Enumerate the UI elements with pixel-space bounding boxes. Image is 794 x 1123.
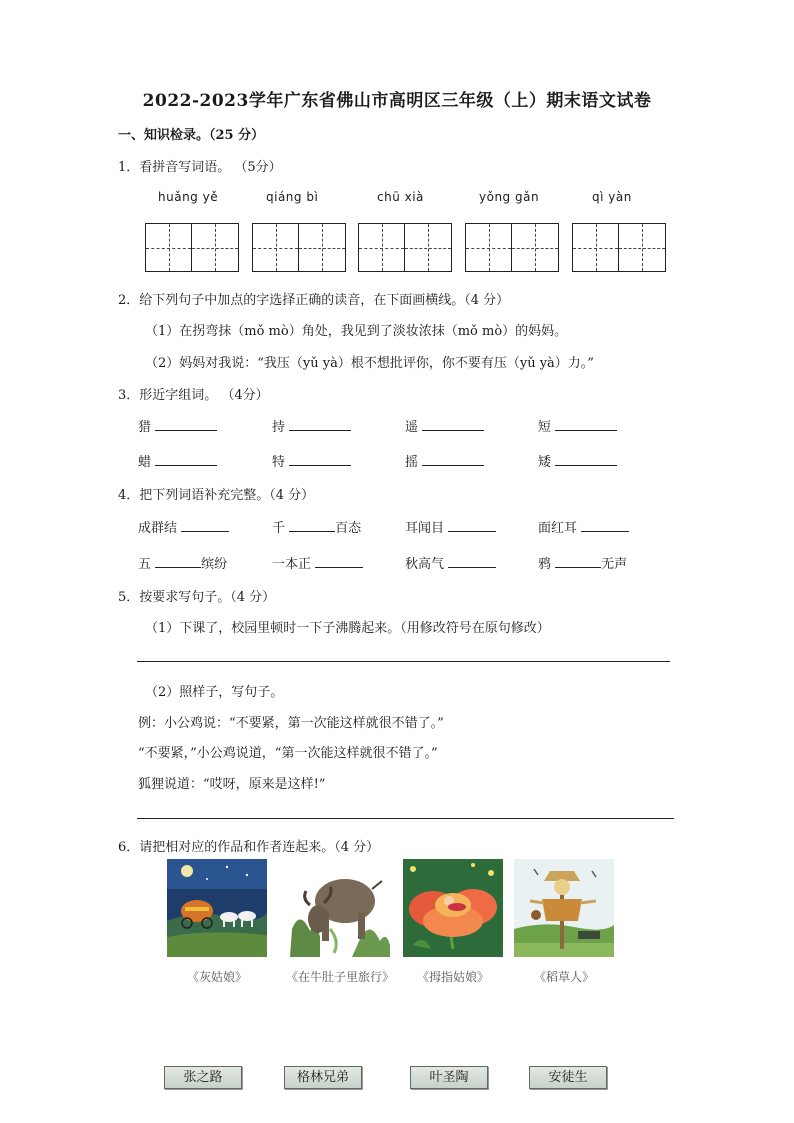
similar-char: 矮 <box>538 455 552 470</box>
similar-char: 蜡 <box>138 455 152 470</box>
scarecrow-illustration <box>514 859 614 957</box>
example-sentence-1: 例：小公鸡说：“不要紧，第一次能这样就很不错了。” <box>138 716 444 731</box>
similar-char: 遥 <box>405 420 419 435</box>
author-box-4[interactable]: 安徒生 <box>529 1066 607 1089</box>
idiom-text: 无声 <box>601 557 628 572</box>
idiom-text: 秋高气 <box>405 557 445 572</box>
idiom-text: 鸦 <box>538 557 552 572</box>
answer-blank[interactable] <box>289 518 335 532</box>
question-2-sentence-2: （2）妈妈对我说：“我压（yǔ yà）根不想批评你，你不要有压（yǔ yà）力。” <box>145 356 594 371</box>
idiom-1 <box>138 517 229 536</box>
idiom-text: 缤纷 <box>201 557 228 572</box>
question-3-label: 3．形近字组词。 （4分） <box>118 388 269 403</box>
similar-char-row-2-a <box>138 451 217 470</box>
answer-blank[interactable] <box>581 518 629 532</box>
writing-grid-4[interactable] <box>465 223 559 272</box>
similar-char-row-1-a <box>138 416 217 435</box>
thumbelina-illustration <box>403 859 503 957</box>
idiom-text: 百态 <box>335 521 362 536</box>
similar-char-row-2-d <box>538 451 617 470</box>
pinyin-5: qì yàn <box>592 190 632 204</box>
work-title-4: 《稻草人》 <box>533 970 594 984</box>
answer-blank[interactable] <box>555 554 601 568</box>
question-1-label: 1．看拼音写词语。 （5分） <box>118 160 282 175</box>
similar-char: 持 <box>272 420 286 435</box>
idiom-2 <box>272 517 361 536</box>
idiom-text: 面红耳 <box>538 521 578 536</box>
answer-blank[interactable] <box>315 554 363 568</box>
idiom-3 <box>405 517 496 536</box>
similar-char: 特 <box>272 455 286 470</box>
similar-char-row-1-c <box>405 416 484 435</box>
writing-grid-1[interactable] <box>145 223 239 272</box>
question-5-part-1: （1）下课了，校园里顿时一下子沸腾起来。（用修改符号在原句修改） <box>145 621 550 636</box>
idiom-7 <box>405 553 496 572</box>
buffalo-illustration <box>290 859 390 957</box>
section-heading: 一、知识检录。（25 分） <box>118 128 265 143</box>
task-sentence: 狐狸说道：“哎呀，原来是这样!” <box>138 777 326 792</box>
question-2-sentence-1: （1）在拐弯抹（mǒ mò）角处，我见到了淡妆浓抹（mǒ mò）的妈妈。 <box>145 324 568 339</box>
similar-char: 摇 <box>405 455 419 470</box>
pinyin-1: huǎng yě <box>158 190 219 204</box>
author-box-2[interactable]: 格林兄弟 <box>284 1066 362 1089</box>
author-box-1[interactable]: 张之路 <box>164 1066 242 1089</box>
work-title-3: 《拇指姑娘》 <box>416 970 489 984</box>
idiom-text: 千 <box>272 521 286 536</box>
example-sentence-2: “不要紧，”小公鸡说道，“第一次能这样就很不错了。” <box>138 746 438 761</box>
answer-blank[interactable] <box>155 554 201 568</box>
answer-blank[interactable] <box>422 417 484 431</box>
page-title: 2022-2023学年广东省佛山市高明区三年级（上）期末语文试卷 <box>142 91 652 111</box>
answer-blank[interactable] <box>181 518 229 532</box>
question-5-label: 5．按要求写句子。（4 分） <box>118 590 276 605</box>
author-box-3[interactable]: 叶圣陶 <box>410 1066 488 1089</box>
pinyin-3: chū xià <box>377 190 424 204</box>
similar-char: 短 <box>538 420 552 435</box>
idiom-text: 成群结 <box>138 521 178 536</box>
cinderella-illustration <box>167 859 267 957</box>
similar-char-row-2-b <box>272 451 351 470</box>
similar-char-row-1-d <box>538 416 617 435</box>
writing-grid-3[interactable] <box>358 223 452 272</box>
similar-char-row-2-c <box>405 451 484 470</box>
answer-blank[interactable] <box>448 518 496 532</box>
pinyin-2: qiáng bì <box>266 190 319 204</box>
similar-char: 猎 <box>138 420 152 435</box>
idiom-4 <box>538 517 629 536</box>
question-6-label: 6．请把相对应的作品和作者连起来。（4 分） <box>118 840 380 855</box>
answer-blank[interactable] <box>555 452 617 466</box>
question-2-label: 2．给下列句子中加点的字选择正确的读音，在下面画横线。（4 分） <box>118 293 510 308</box>
writing-grid-5[interactable] <box>572 223 666 272</box>
answer-blank[interactable] <box>289 452 351 466</box>
idiom-text: 一本正 <box>272 557 312 572</box>
answer-line-1[interactable] <box>137 661 670 662</box>
question-4-label: 4．把下列词语补充完整。（4 分） <box>118 488 315 503</box>
work-title-1: 《灰姑娘》 <box>186 970 247 984</box>
writing-grid-2[interactable] <box>252 223 346 272</box>
similar-char-row-1-b <box>272 416 351 435</box>
idiom-text: 五 <box>138 557 152 572</box>
answer-blank[interactable] <box>555 417 617 431</box>
idiom-8 <box>538 553 627 572</box>
idiom-5 <box>138 553 227 572</box>
question-5-part-2: （2）照样子，写句子。 <box>145 685 284 700</box>
answer-blank[interactable] <box>422 452 484 466</box>
answer-blank[interactable] <box>289 417 351 431</box>
work-title-2: 《在牛肚子里旅行》 <box>285 970 394 984</box>
idiom-6 <box>272 553 363 572</box>
answer-blank[interactable] <box>155 417 217 431</box>
answer-blank[interactable] <box>155 452 217 466</box>
answer-line-2[interactable] <box>137 818 674 819</box>
pinyin-4: yǒng gǎn <box>479 190 540 204</box>
idiom-text: 耳闻目 <box>405 521 445 536</box>
answer-blank[interactable] <box>448 554 496 568</box>
